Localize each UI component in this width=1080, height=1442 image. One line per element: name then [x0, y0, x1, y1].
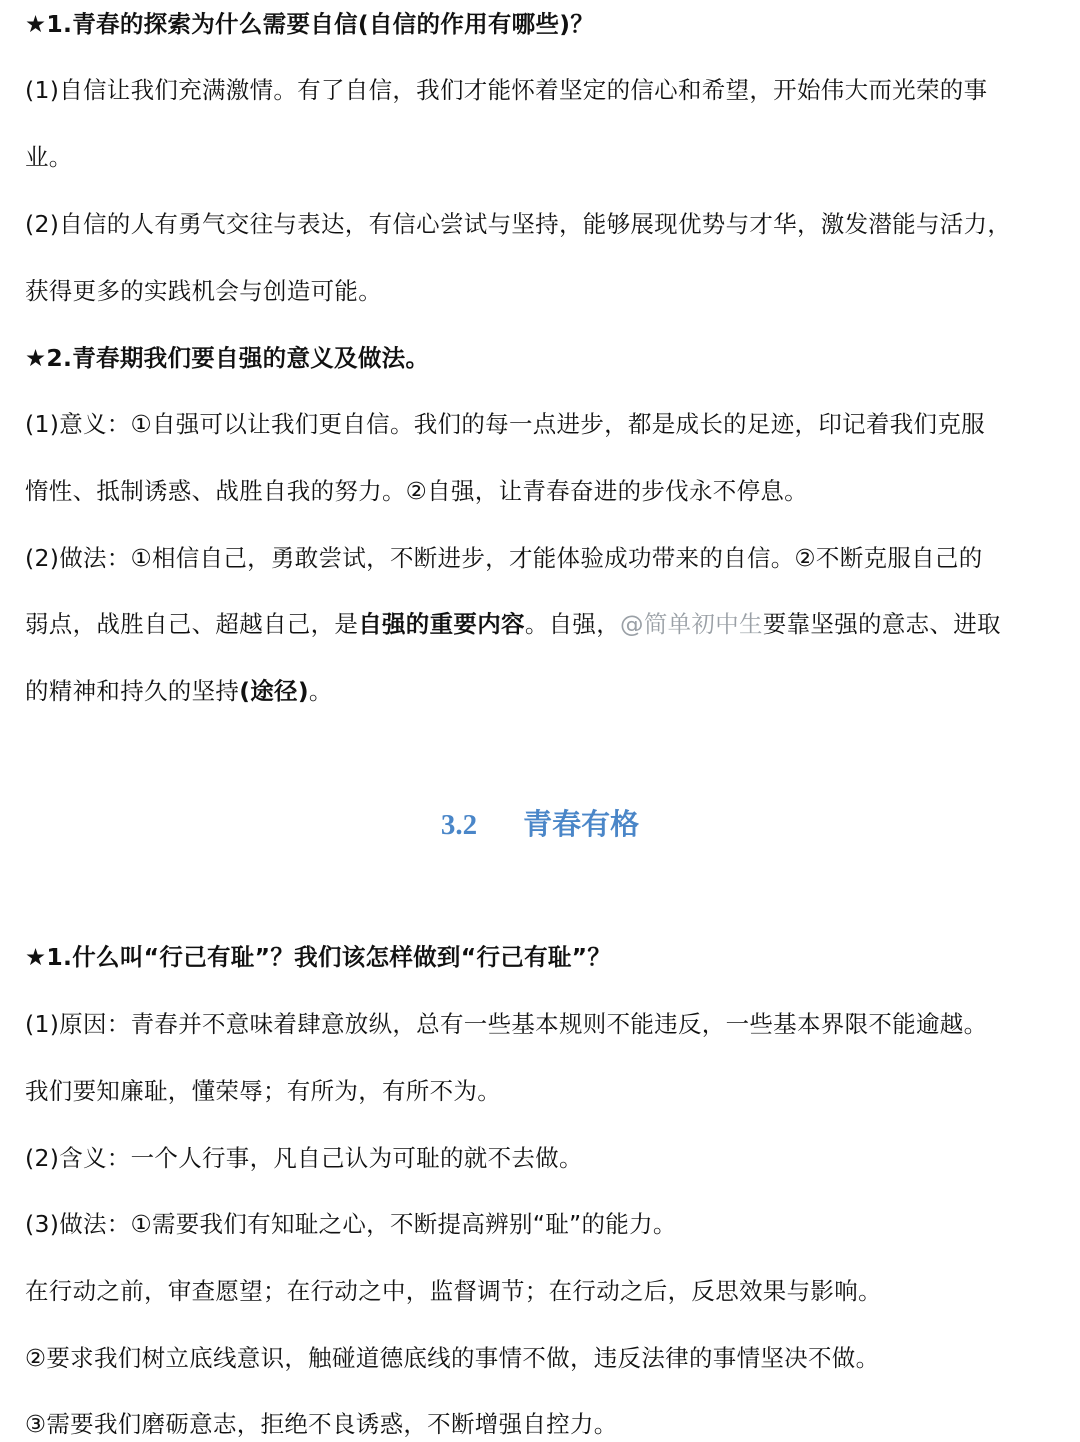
- answer-line: [25, 606, 1064, 642]
- bold-emphasis: 自强的重要内容: [358, 610, 525, 638]
- answer-line: (2)自信的人有勇气交往与表达，有信心尝试与坚持，能够展现优势与才华，激发潜能与活力，: [25, 210, 1012, 238]
- answer-line: (1)自信让我们充满激情。有了自信，我们才能怀着坚定的信心和希望，开始伟大而光荣的事: [25, 76, 988, 104]
- question-title: ★2.青春期我们要自强的意义及做法。: [25, 344, 430, 372]
- text-segment: 。自强，: [524, 610, 621, 638]
- answer-line: 业。: [25, 143, 73, 171]
- watermark-text: @简单初中生: [620, 610, 763, 638]
- text-segment: 要靠坚强的意志、进取: [762, 610, 1001, 638]
- answer-line: 在行动之前，审查愿望；在行动之中，监督调节；在行动之后，反思效果与影响。: [25, 1277, 882, 1305]
- question-title: ★1.什么叫“行己有耻”？我们该怎样做到“行己有耻”？: [25, 943, 612, 971]
- answer-line: 惰性、抵制诱惑、战胜自我的努力。②自强，让青春奋进的步伐永不停息。: [25, 477, 808, 505]
- answer-line: ②要求我们树立底线意识，触碰道德底线的事情不做，违反法律的事情坚决不做。: [25, 1344, 880, 1372]
- bold-emphasis: (途径): [239, 677, 309, 705]
- answer-line: (3)做法：①需要我们有知耻之心，不断提高辨别“耻”的能力。: [25, 1210, 677, 1238]
- answer-line: (2)做法：①相信自己，勇敢尝试，不断进步，才能体验成功带来的自信。②不断克服自己的: [25, 544, 983, 572]
- answer-line: ③需要我们磨砺意志，拒绝不良诱惑，不断增强自控力。: [25, 1410, 618, 1438]
- text-segment: 弱点，战胜自己、超越自己，是: [25, 610, 359, 638]
- section-number: 3.2: [440, 809, 478, 841]
- answer-line: (1)原因：青春并不意味着肆意放纵，总有一些基本规则不能违反，一些基本界限不能逾越。: [25, 1010, 988, 1038]
- answer-line: 我们要知廉耻，懂荣辱；有所为，有所不为。: [25, 1077, 501, 1105]
- answer-line: 获得更多的实践机会与创造可能。: [25, 277, 382, 305]
- answer-line: [25, 673, 1064, 709]
- section-heading: [0, 804, 1080, 845]
- answer-line: (1)意义：①自强可以让我们更自信。我们的每一点进步，都是成长的足迹，印记着我们克服: [25, 410, 985, 438]
- section-title: 青春有格: [523, 807, 640, 841]
- text-segment: 的精神和持久的坚持: [25, 677, 240, 705]
- answer-line: (2)含义：一个人行事，凡自己认为可耻的就不去做。: [25, 1144, 583, 1172]
- text-segment: 。: [308, 677, 333, 705]
- question-title: ★1.青春的探索为什么需要自信(自信的作用有哪些)？: [25, 10, 595, 38]
